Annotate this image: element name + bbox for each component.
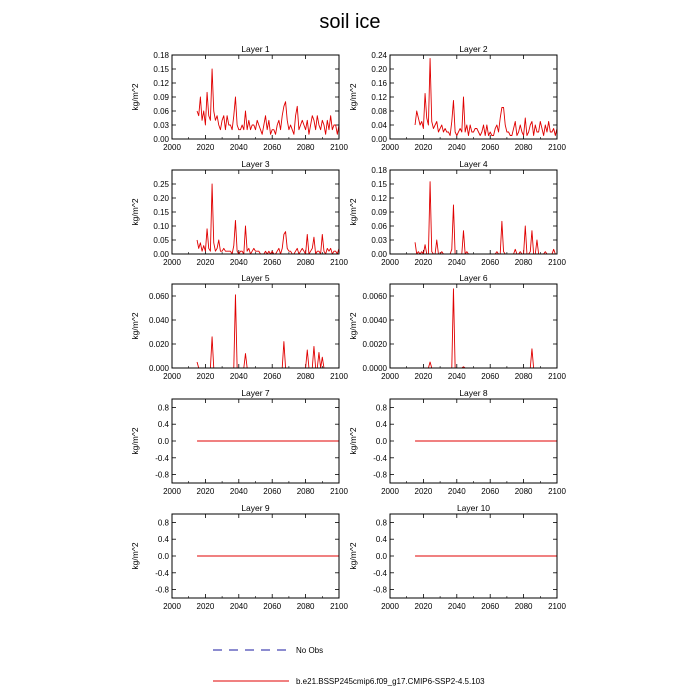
y-axis-label: kg/m^2 [348, 542, 358, 570]
x-tick-label: 2080 [514, 372, 533, 381]
series-line-layer-6 [415, 289, 557, 368]
panel-layer-6 [348, 273, 566, 381]
x-tick-label: 2080 [296, 602, 315, 611]
y-tick-label: 0.03 [371, 236, 387, 245]
x-tick-label: 2020 [414, 602, 433, 611]
y-tick-label: 0.05 [153, 236, 169, 245]
x-tick-label: 2000 [381, 602, 399, 611]
y-tick-label: 0.15 [371, 180, 387, 189]
x-tick-label: 2040 [229, 372, 248, 381]
y-axis-label: kg/m^2 [348, 83, 358, 111]
x-tick-label: 2040 [229, 143, 248, 152]
panel-title: Layer 3 [241, 159, 270, 169]
x-tick-label: 2100 [548, 258, 566, 267]
y-tick-label: 0.12 [371, 194, 387, 203]
panel-title: Layer 4 [459, 159, 488, 169]
x-tick-label: 2060 [263, 602, 282, 611]
y-axis-label: kg/m^2 [348, 312, 358, 340]
legend-model-label: b.e21.BSSP245cmip6.f09_g17.CMIP6-SSP2-4.5.103 [296, 677, 485, 686]
y-tick-label: 0.8 [157, 403, 169, 413]
x-tick-label: 2060 [263, 372, 282, 381]
series-line-layer-2 [415, 59, 557, 136]
y-tick-label: -0.8 [373, 470, 387, 480]
y-tick-label: 0.4 [375, 535, 387, 545]
y-tick-label: 0.0020 [362, 340, 387, 349]
panel-layer-9 [130, 503, 348, 611]
panel-layer-2 [348, 44, 566, 152]
x-tick-label: 2100 [548, 487, 566, 496]
panel-title: Layer 2 [459, 44, 488, 54]
x-tick-label: 2020 [196, 143, 215, 152]
y-axis-label: kg/m^2 [130, 83, 140, 111]
panel-title: Layer 9 [241, 503, 270, 513]
x-tick-label: 2080 [296, 372, 315, 381]
x-tick-label: 2000 [381, 372, 399, 381]
y-tick-label: 0.16 [371, 79, 387, 88]
legend [213, 646, 485, 686]
x-tick-label: 2040 [447, 258, 466, 267]
panel-title: Layer 6 [459, 273, 488, 283]
x-tick-label: 2020 [414, 372, 433, 381]
x-tick-label: 2100 [548, 372, 566, 381]
y-tick-label: -0.8 [155, 585, 169, 595]
x-tick-label: 2060 [481, 602, 500, 611]
x-tick-label: 2000 [381, 487, 399, 496]
x-tick-label: 2060 [263, 487, 282, 496]
y-tick-label: 0.0 [157, 437, 169, 446]
x-tick-label: 2040 [447, 372, 466, 381]
y-tick-label: 0.18 [153, 51, 169, 60]
y-tick-label: 0.8 [375, 403, 387, 413]
x-tick-label: 2080 [514, 143, 533, 152]
x-tick-label: 2100 [330, 143, 348, 152]
y-tick-label: 0.12 [153, 79, 169, 88]
panel-layer-8 [348, 388, 566, 496]
y-tick-label: 0.0 [375, 437, 387, 446]
y-tick-label: 0.0000 [362, 364, 387, 373]
x-tick-label: 2100 [548, 143, 566, 152]
x-tick-label: 2080 [514, 487, 533, 496]
y-tick-label: 0.09 [153, 93, 169, 102]
x-tick-label: 2000 [163, 487, 181, 496]
series-line-layer-4 [415, 182, 557, 254]
y-axis-label: kg/m^2 [130, 542, 140, 570]
x-tick-label: 2100 [330, 602, 348, 611]
x-tick-label: 2000 [381, 258, 399, 267]
x-tick-label: 2040 [447, 602, 466, 611]
panel-layer-4 [348, 159, 566, 267]
y-tick-label: 0.12 [371, 93, 387, 102]
x-tick-label: 2060 [481, 258, 500, 267]
panel-title: Layer 1 [241, 44, 270, 54]
y-tick-label: 0.03 [153, 121, 169, 130]
y-tick-label: 0.060 [148, 292, 169, 301]
plot-frame [172, 55, 339, 139]
x-tick-label: 2040 [447, 143, 466, 152]
y-tick-label: 0.20 [371, 65, 387, 74]
y-tick-label: 0.4 [375, 420, 387, 430]
panel-layer-3 [130, 159, 348, 267]
x-tick-label: 2100 [330, 487, 348, 496]
y-tick-label: 0.4 [157, 420, 169, 430]
x-tick-label: 2020 [196, 602, 215, 611]
y-tick-label: 0.0060 [362, 292, 387, 301]
panel-layer-10 [348, 503, 566, 611]
y-axis-label: kg/m^2 [130, 198, 140, 226]
y-tick-label: 0.06 [371, 222, 387, 231]
x-tick-label: 2040 [229, 487, 248, 496]
y-axis-label: kg/m^2 [130, 427, 140, 455]
x-tick-label: 2080 [296, 487, 315, 496]
figure-title: soil ice [319, 11, 381, 33]
x-tick-label: 2060 [481, 143, 500, 152]
y-tick-label: 0.8 [375, 518, 387, 528]
x-tick-label: 2020 [414, 258, 433, 267]
legend-obs-label: No Obs [296, 646, 324, 655]
x-tick-label: 2080 [514, 258, 533, 267]
y-tick-label: 0.20 [153, 194, 169, 203]
y-tick-label: 0.0040 [362, 316, 387, 325]
y-tick-label: 0.25 [153, 180, 169, 189]
x-tick-label: 2000 [163, 143, 181, 152]
x-tick-label: 2040 [229, 602, 248, 611]
series-line-layer-5 [197, 295, 339, 368]
panel-title: Layer 8 [459, 388, 488, 398]
series-line-layer-1 [197, 69, 339, 134]
x-tick-label: 2020 [414, 143, 433, 152]
x-tick-label: 2060 [481, 487, 500, 496]
y-tick-label: 0.15 [153, 208, 169, 217]
x-tick-label: 2020 [414, 487, 433, 496]
panel-title: Layer 7 [241, 388, 270, 398]
x-tick-label: 2080 [296, 143, 315, 152]
y-tick-label: 0.8 [157, 518, 169, 528]
plot-frame [172, 284, 339, 368]
x-tick-label: 2060 [481, 372, 500, 381]
y-tick-label: 0.4 [157, 535, 169, 545]
panel-title: Layer 5 [241, 273, 270, 283]
x-tick-label: 2060 [263, 258, 282, 267]
y-axis-label: kg/m^2 [348, 427, 358, 455]
y-tick-label: 0.00 [153, 135, 169, 144]
y-axis-label: kg/m^2 [348, 198, 358, 226]
y-tick-label: 0.000 [148, 364, 169, 373]
x-tick-label: 2000 [163, 372, 181, 381]
y-tick-label: 0.06 [153, 107, 169, 116]
x-tick-label: 2040 [447, 487, 466, 496]
panel-layer-5 [130, 273, 348, 381]
plot-frame [390, 55, 557, 139]
plot-frame [390, 170, 557, 254]
y-tick-label: 0.18 [371, 166, 387, 175]
y-tick-label: 0.09 [371, 208, 387, 217]
x-tick-label: 2080 [296, 258, 315, 267]
y-tick-label: 0.0 [157, 552, 169, 561]
x-tick-label: 2080 [514, 602, 533, 611]
y-tick-label: 0.08 [371, 107, 387, 116]
y-tick-label: 0.020 [148, 340, 169, 349]
series-line-layer-3 [197, 184, 339, 254]
panel-layer-1 [130, 44, 348, 152]
x-tick-label: 2100 [330, 372, 348, 381]
x-tick-label: 2020 [196, 372, 215, 381]
x-tick-label: 2100 [548, 602, 566, 611]
y-tick-label: -0.8 [155, 470, 169, 480]
x-tick-label: 2000 [163, 258, 181, 267]
y-tick-label: -0.4 [373, 568, 387, 578]
y-tick-label: 0.0 [375, 552, 387, 561]
x-tick-label: 2060 [263, 143, 282, 152]
y-tick-label: -0.4 [155, 453, 169, 463]
plot-frame [390, 284, 557, 368]
panel-title: Layer 10 [456, 503, 491, 513]
y-tick-label: 0.00 [371, 135, 387, 144]
panels [130, 44, 566, 611]
y-tick-label: 0.040 [148, 316, 169, 325]
panel-layer-7 [130, 388, 348, 496]
y-tick-label: 0.00 [153, 250, 169, 259]
y-tick-label: 0.00 [371, 250, 387, 259]
y-axis-label: kg/m^2 [130, 312, 140, 340]
x-tick-label: 2020 [196, 258, 215, 267]
y-tick-label: 0.24 [371, 51, 387, 60]
y-tick-label: 0.10 [153, 222, 169, 231]
x-tick-label: 2000 [163, 602, 181, 611]
x-tick-label: 2040 [229, 258, 248, 267]
y-tick-label: 0.15 [153, 65, 169, 74]
y-tick-label: 0.04 [371, 121, 387, 130]
y-tick-label: -0.8 [373, 585, 387, 595]
y-tick-label: -0.4 [155, 568, 169, 578]
x-tick-label: 2000 [381, 143, 399, 152]
y-tick-label: -0.4 [373, 453, 387, 463]
x-tick-label: 2020 [196, 487, 215, 496]
x-tick-label: 2100 [330, 258, 348, 267]
